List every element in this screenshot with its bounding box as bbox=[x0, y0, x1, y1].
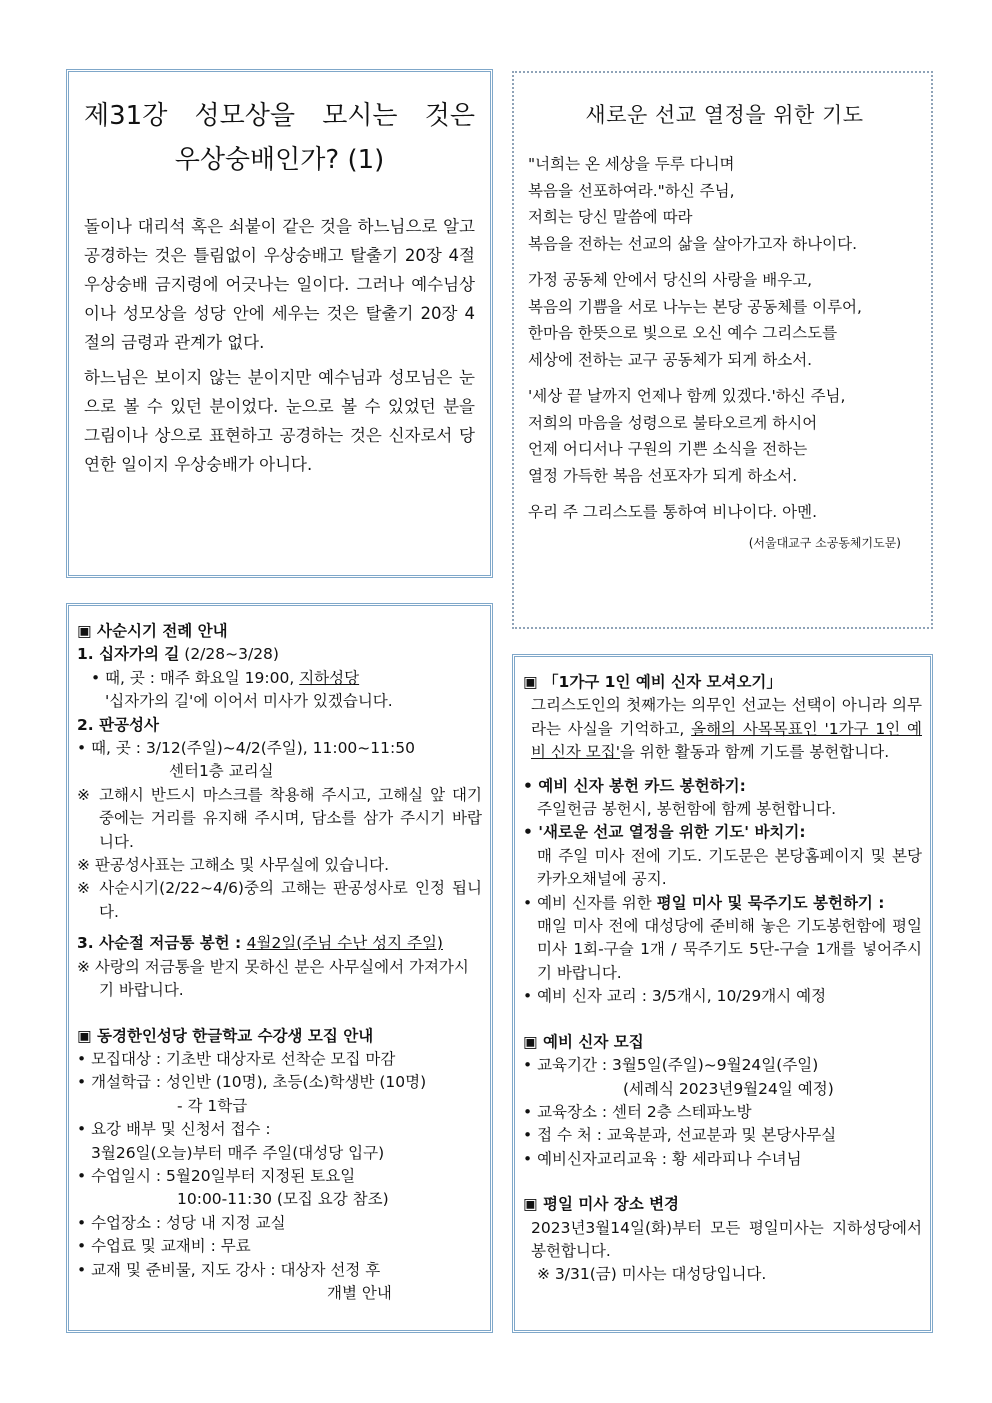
school-header: ▣ 동경한인성당 한글학교 수강생 모집 안내 bbox=[77, 1026, 374, 1045]
campaign-intro bbox=[523, 694, 922, 764]
campaign-bullet-3-b: 평일 미사 및 묵주기도 봉헌하기 : bbox=[656, 893, 885, 912]
prayer-line: 세상에 전하는 교구 공동체가 되게 하소서. bbox=[528, 350, 813, 369]
lent-item-3 bbox=[77, 932, 482, 955]
lent-item-1-line1 bbox=[77, 667, 482, 690]
school-line: • 수업일시 : 5월20일부터 지정된 토요일 bbox=[77, 1166, 356, 1185]
campaign-intro-c: 을 위한 활동과 함께 기도를 봉헌합니다. bbox=[619, 743, 890, 762]
lent-item-1-line2: '십자가의 길'에 이어서 미사가 있겠습니다. bbox=[105, 692, 393, 711]
prayer-stanza-2 bbox=[528, 267, 921, 373]
lent-item-2-line2: 센터1층 교리실 bbox=[169, 762, 274, 781]
recruit-header: ▣ 예비 신자 모집 bbox=[523, 1032, 644, 1051]
prayer-line: 가정 공동체 안에서 당신의 사랑을 배우고, bbox=[528, 271, 813, 289]
prayer-line: 복음의 기쁨을 서로 나누는 본당 공동체를 이루어, bbox=[528, 297, 862, 316]
campaign-box bbox=[512, 654, 933, 1333]
article-paragraph-2: 하느님은 보이지 않는 분이지만 예수님과 성모님은 눈으로 볼 수 있던 분이었다. 눈으로 볼 수 있었던 분을 그림이나 상으로 표현하고 공경하는 것은 신자로서 당연한 일이지 우상숭배가 아니다. bbox=[84, 368, 475, 474]
prayer-source: (서울대교구 소공동체기도문) bbox=[748, 535, 901, 550]
school-line: • 모집대상 : 기초반 대상자로 선착순 모집 마감 bbox=[77, 1049, 396, 1068]
prayer-stanza-3 bbox=[528, 383, 921, 489]
article-title-line2: 우상숭배인가? (1) bbox=[174, 145, 385, 175]
prayer-closing: 우리 주 그리스도를 통하여 비나이다. 아멘. bbox=[528, 503, 818, 521]
article-box bbox=[66, 69, 493, 578]
prayer-line: 열정 가득한 복음 선포자가 되게 하소서. bbox=[528, 466, 798, 485]
recruit-line: • 교육장소 : 센터 2층 스테파노방 bbox=[523, 1102, 752, 1121]
campaign-bullet-4: • 예비 신자 교리 : 3/5개시, 10/29개시 예정 bbox=[523, 987, 827, 1006]
mass-header: ▣ 평일 미사 장소 변경 bbox=[523, 1195, 680, 1214]
mass-note: ※ 3/31(금) 미사는 대성당입니다. bbox=[537, 1265, 767, 1284]
recruit-line: • 접 수 처 : 교육분과, 선교분과 및 본당사무실 bbox=[523, 1126, 837, 1145]
mass-text: 2023년3월14일(화)부터 모든 평일미사는 지하성당에서 봉헌합니다. bbox=[531, 1218, 922, 1260]
campaign-bullet-2-text: 매 주일 미사 전에 기도. 기도문은 본당홈페이지 및 본당카카오채널에 공지. bbox=[537, 846, 922, 889]
campaign-bullet-3-title bbox=[523, 892, 922, 915]
lent-item-3-date: 4월2일(주님 수난 성지 주일) bbox=[246, 934, 443, 953]
school-line: • 교재 및 준비물, 지도 강사 : 대상자 선정 후 bbox=[77, 1260, 381, 1279]
prayer-box bbox=[512, 71, 933, 629]
lent-school-box bbox=[66, 603, 493, 1333]
lent-item-2-note3: ※ 사순시기(2/22~4/6)중의 고해는 판공성사로 인정 됩니다. bbox=[77, 879, 482, 921]
prayer-line: 저희의 마음을 성령으로 불타오르게 하시어 bbox=[528, 413, 818, 432]
lent-item-3-note: ※ 사랑의 저금통을 받지 못하신 분은 사무실에서 가져가시기 바랍니다. bbox=[77, 957, 469, 1000]
article-title-line1: 제31강 성모상을 모시는 것은 bbox=[84, 101, 475, 131]
prayer-line: '세상 끝 날까지 언제나 함께 있겠다.'하신 주님, bbox=[528, 387, 846, 405]
campaign-bullet-1-title: • 예비 신자 봉헌 카드 봉헌하기: bbox=[523, 776, 746, 795]
campaign-bullet-2-title: • '새로운 선교 열정을 위한 기도' 바치기: bbox=[523, 823, 806, 842]
campaign-bullet-1-text: 주일헌금 봉헌시, 봉헌함에 함께 봉헌합니다. bbox=[537, 800, 837, 819]
school-line: 개별 안내 bbox=[327, 1283, 392, 1302]
lent-item-1-place: 지하성당 bbox=[299, 668, 360, 687]
recruit-line: (세례식 2023년9월24일 예정) bbox=[623, 1079, 834, 1098]
school-line: - 각 1학급 bbox=[177, 1096, 248, 1115]
lent-item-1-time: • 때, 곳 : 매주 화요일 19:00, bbox=[91, 668, 300, 687]
lent-item-1 bbox=[77, 643, 482, 666]
recruit-line: • 예비신자교리교육 : 황 세라피나 수녀님 bbox=[523, 1149, 802, 1168]
school-line: • 수업료 및 교재비 : 무료 bbox=[77, 1237, 251, 1256]
school-line: 10:00-11:30 (모집 요강 참조) bbox=[177, 1190, 389, 1209]
school-line: • 개설학급 : 성인반 (10명), 초등(소)학생반 (10명) bbox=[77, 1073, 427, 1092]
lent-header: ▣ 사순시기 전례 안내 bbox=[77, 622, 228, 640]
lent-item-3-title: 3. 사순절 저금통 봉헌 : bbox=[77, 934, 247, 953]
campaign-intro-a: 그리스도인의 첫째가는 의무인 선교는 선택이 아니라 의무라는 사실을 기억하고, bbox=[531, 696, 922, 738]
prayer-line: 한마음 한뜻으로 빛으로 오신 예수 그리스도를 bbox=[528, 324, 838, 342]
lent-item-2-line1: • 때, 곳 : 3/12(주일)~4/2(주일), 11:00~11:50 bbox=[77, 739, 415, 758]
campaign-intro-goal: 올해의 사목목표인 '1가구 1인 예비 신자 모집' bbox=[531, 719, 922, 762]
school-line: 3월26일(오늘)부터 매주 주일(대성당 입구) bbox=[91, 1143, 385, 1162]
prayer-line: 언제 어디서나 구원의 기쁜 소식을 전하는 bbox=[528, 440, 808, 458]
lent-item-2-title: 2. 판공성사 bbox=[77, 715, 159, 734]
school-line: • 요강 배부 및 신청서 접수 : bbox=[77, 1120, 271, 1139]
recruit-line: • 교육기간 : 3월5일(주일)~9월24일(주일) bbox=[523, 1056, 819, 1075]
campaign-header: ▣ 「1가구 1인 예비 신자 모셔오기」 bbox=[523, 673, 782, 691]
prayer-line: 복음을 선포하여라."하신 주님, bbox=[528, 181, 735, 200]
campaign-bullet-3-text: 매일 미사 전에 대성당에 준비해 놓은 기도봉헌함에 평일미사 1회-구슬 1개 / 묵주기도 5단-구슬 1개를 넣어주시기 바랍니다. bbox=[537, 917, 922, 982]
campaign-bullet-3-a: • 예비 신자를 위한 bbox=[523, 893, 657, 912]
prayer-title: 새로운 선교 열정을 위한 기도 bbox=[585, 103, 864, 127]
lent-item-1-title: 1. 십자가의 길 bbox=[77, 645, 180, 664]
prayer-stanza-1 bbox=[528, 151, 921, 257]
lent-item-2-note1: ※ 고해시 반드시 마스크를 착용해 주시고, 고해실 앞 대기 중에는 거리를 유지해 주시며, 담소를 삼가 주시기 바랍니다. bbox=[77, 785, 482, 851]
prayer-line: 복음을 전하는 선교의 삶을 살아가고자 하나이다. bbox=[528, 234, 858, 253]
lent-item-2-note2: ※ 판공성사표는 고해소 및 사무실에 있습니다. bbox=[77, 856, 390, 875]
prayer-line: "너희는 온 세상을 두루 다니며 bbox=[528, 155, 735, 173]
article-paragraph-1: 돌이나 대리석 혹은 쇠붙이 같은 것을 하느님으로 알고 공경하는 것은 틀림없이 우상숭배고 탈출기 20장 4절 우상숭배 금지령에 어긋나는 일이다. 그러나 예수님상이나 성모상을 성당 안에 세우는 것은 탈출기 20장 4절의 금령과 관계가 없다. bbox=[84, 217, 475, 352]
prayer-line: 저희는 당신 말씀에 따라 bbox=[528, 208, 693, 226]
lent-item-1-dates: (2/28~3/28) bbox=[179, 645, 279, 664]
school-line: • 수업장소 : 성당 내 지정 교실 bbox=[77, 1213, 286, 1232]
